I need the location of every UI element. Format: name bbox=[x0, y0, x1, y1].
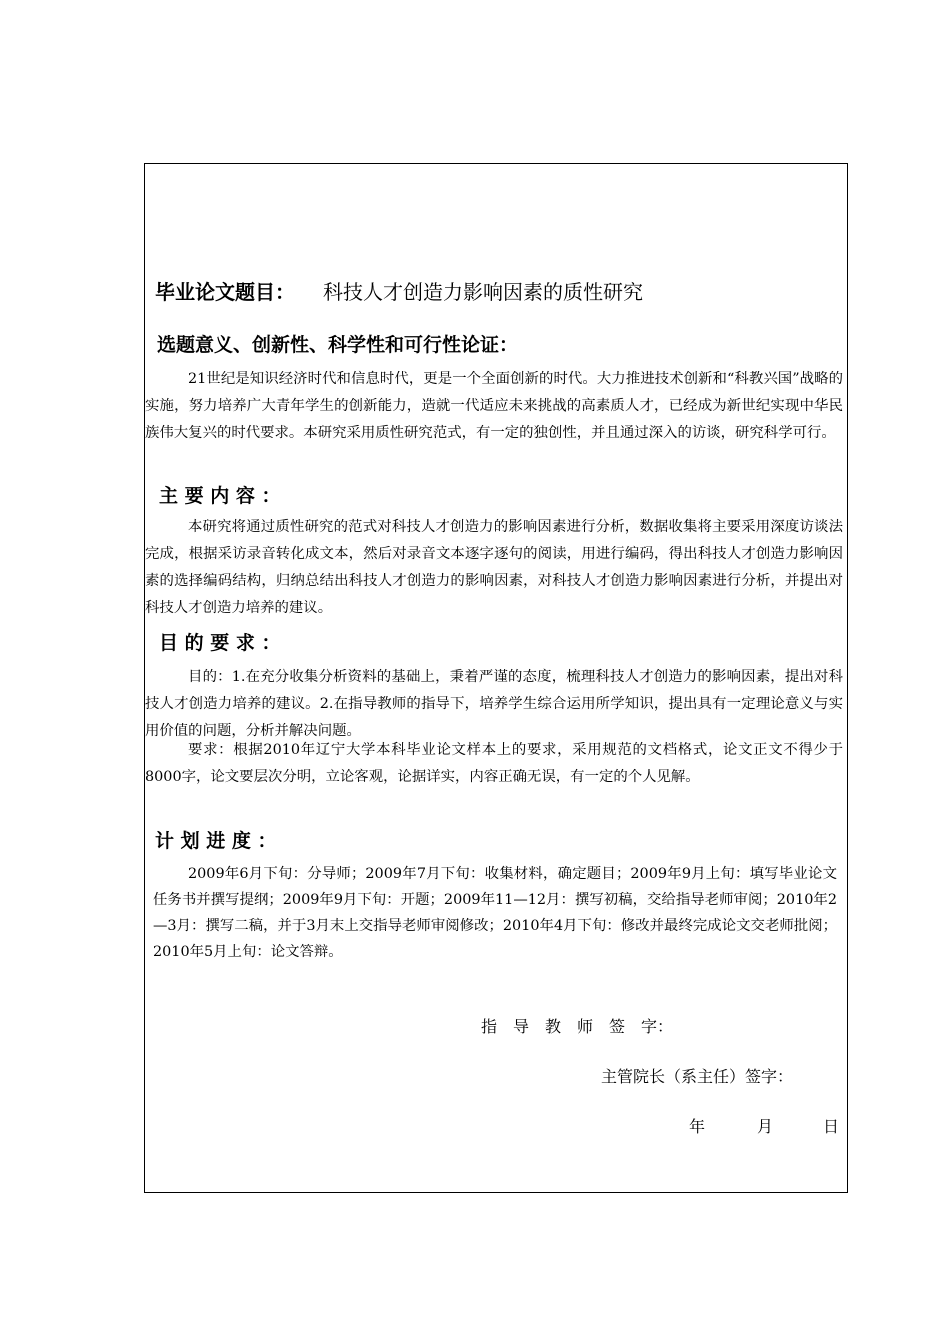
thesis-title-value: 科技人才创造力影响因素的质性研究 bbox=[323, 280, 643, 304]
form-frame bbox=[144, 163, 848, 1193]
content-heading: 主 要 内 容 ： bbox=[159, 485, 281, 507]
significance-text: 21世纪是知识经济时代和信息时代，更是一个全面创新的时代。大力推进技术创新和“科教兴国”战略的实施，努力培养广大青年学生的创新能力，造就一代适应未来挑战的高素质人才，已经成为新世纪实现中华民族伟大复兴的时代要求。本研究采用质性研究范式，有一定的独创性，并且通过深入的访谈，研究科学可行。 bbox=[145, 371, 843, 441]
significance-heading: 选题意义、创新性、科学性和可行性论证： bbox=[157, 334, 519, 356]
goals-heading: 目 的 要 求 ： bbox=[159, 632, 281, 654]
dean-signature-label: 主管院长（系主任）签字： bbox=[601, 1067, 794, 1086]
content-text: 本研究将通过质性研究的范式对科技人才创造力的影响因素进行分析，数据收集将主要采用深度访谈法完成，根据采访录音转化成文本，然后对录音文本逐字逐句的阅读，用进行编码，得出科技人才创造力影响因素的选择编码结构，归纳总结出科技人才创造力的影响因素，对科技人才创造力影响因素进行分析，并提出对科技人才创造力培养的建议。 bbox=[145, 519, 843, 616]
date-day-label: 日 bbox=[823, 1117, 840, 1136]
thesis-title-label: 毕业论文题目： bbox=[155, 280, 295, 304]
goals-requirement-text: 要求：根据2010年辽宁大学本科毕业论文样本上的要求，采用规范的文档格式，论文正文不得少于8000字，论文要层次分明，立论客观，论据详实，内容正确无误，有一定的个人见解。 bbox=[145, 742, 843, 785]
goals-purpose-text: 目的：1.在充分收集分析资料的基础上，秉着严谨的态度，梳理科技人才创造力的影响因素，提出对科技人才创造力培养的建议。2.在指导教师的指导下，培养学生综合运用所学知识，提出具有一定理论意义与实用价值的问题，分析并解决问题。 bbox=[145, 669, 843, 739]
date-month-label: 月 bbox=[757, 1117, 774, 1136]
advisor-signature-label: 指 导 教 师 签 字： bbox=[481, 1017, 674, 1036]
schedule-text: 2009年6月下旬：分导师；2009年7月下旬：收集材料，确定题目；2009年9月上旬：填写毕业论文任务书并撰写提纲；2009年9月下旬：开题；2009年11—12月：撰写初稿，交给指导老师审阅；2010年2—3月：撰写二稿，并于3月末上交指导老师审阅修改；2010年4月下旬：修改并最终完成论文交老师批阅；2010年5月上旬：论文答辩。 bbox=[153, 866, 837, 960]
schedule-heading: 计 划 进 度 ： bbox=[155, 830, 277, 852]
date-year-label: 年 bbox=[689, 1117, 706, 1136]
